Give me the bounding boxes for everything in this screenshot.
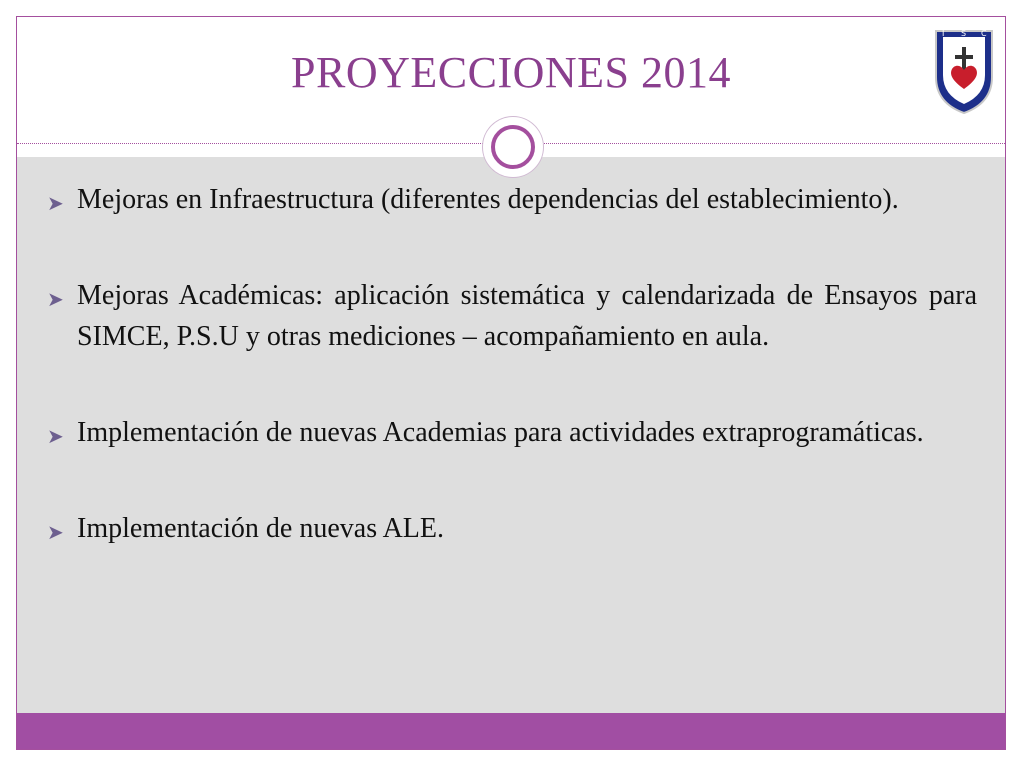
bottom-accent-bar [17,713,1005,749]
bullet-list [47,179,977,549]
bullet-item [47,508,977,549]
bullet-item [47,412,977,453]
slide-content [17,157,1005,715]
arrow-bullet-icon: ➤ [47,520,64,544]
svg-text:I: I [942,29,945,38]
bullet-text: Mejoras Académicas: aplicación sistemática y calendarizada de Ensayos para SIMCE, P.S.U y otras mediciones – acompañamiento en aula. [77,280,977,352]
bullet-text: Implementación de nuevas Academias para actividades extraprogramáticas. [77,417,924,448]
school-crest-logo [931,25,997,117]
arrow-bullet-icon: ➤ [47,287,64,311]
circle-ornament [483,117,543,177]
bullet-item [47,275,977,357]
arrow-bullet-icon: ➤ [47,191,64,215]
slide [16,16,1006,750]
svg-text:C: C [981,29,987,38]
bullet-item [47,179,977,220]
svg-text:S: S [961,29,967,38]
bullet-text: Implementación de nuevas ALE. [77,513,444,544]
slide-title: PROYECCIONES 2014 [291,48,731,97]
circle-ornament-inner [491,125,535,169]
arrow-bullet-icon: ➤ [47,424,64,448]
bullet-text: Mejoras en Infraestructura (diferentes dependencias del establecimiento). [77,184,899,215]
